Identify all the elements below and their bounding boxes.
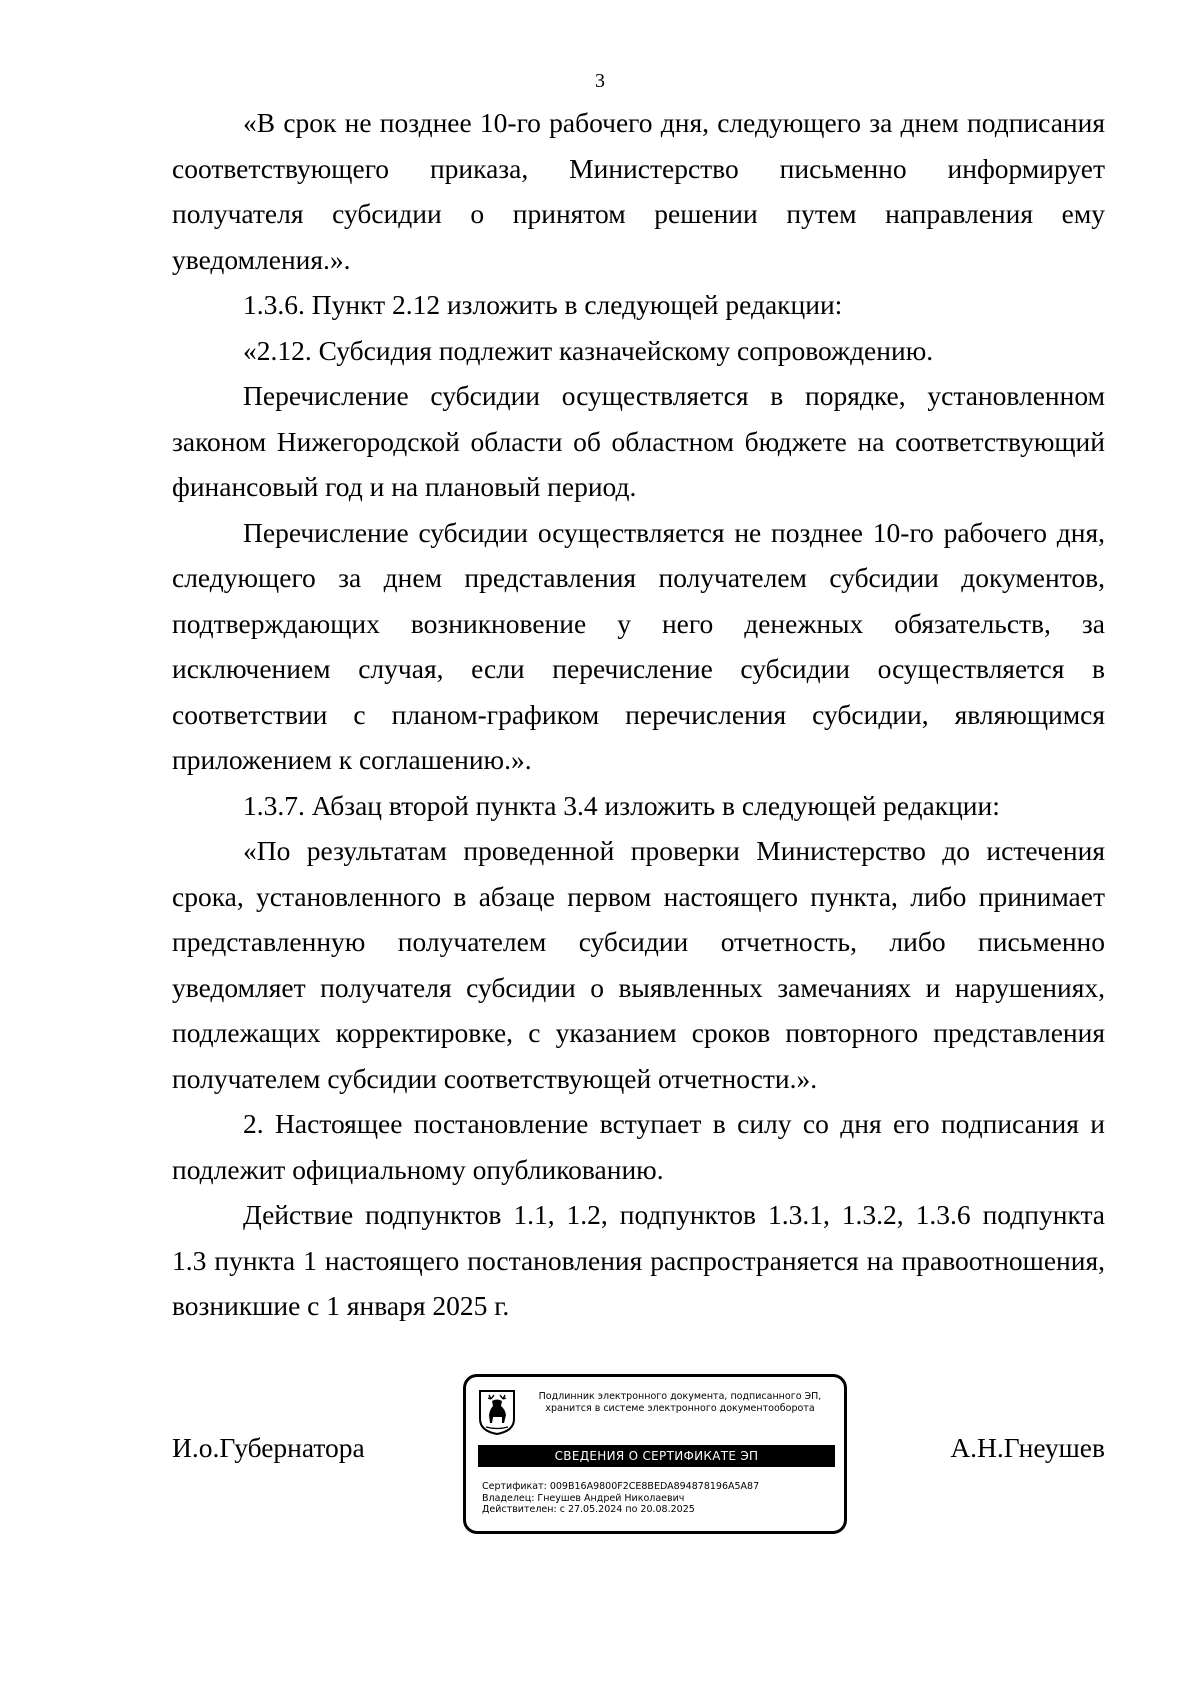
paragraph-inspection-results: «По результатам проведенной проверки Министерство до истечения срока, установленного в абзаце первом настоящего пункта, либо принимает представленную получателем субсидии отчетность, либо письменно уведомляет получателя субсидии о выявленных замечаниях и нарушениях, подлежащих корректировке, с указанием сроков повторного представления получателем субсидии соответствующей отчетности.». (172, 835, 1105, 1094)
stamp-certificate-validity: Действителен: с 27.05.2024 по 20.08.2025 (482, 1504, 695, 1515)
paragraph-entry-into-force: 2. Настоящее постановление вступает в силу со дня его подписания и подлежит официальному опубликованию. (172, 1108, 1105, 1185)
paragraph-quote-deadline: «В срок не позднее 10-го рабочего дня, следующего за днем подписания соответствующего приказа, Министерство письменно информирует получателя субсидии о принятом решении путем направления ему уведомления.». (172, 107, 1105, 275)
document-body (172, 100, 1105, 1329)
paragraph-subsidy-escort: «2.12. Субсидия подлежит казначейскому сопровождению. (243, 334, 934, 366)
paragraph-transfer-order: Перечисление субсидии осуществляется в порядке, установленном законом Нижегородской области об областном бюджете на соответствующий финансовый год и на плановый период. (172, 380, 1105, 502)
paragraph-item-1-3-6: 1.3.6. Пункт 2.12 изложить в следующей редакции: (243, 289, 843, 320)
stamp-certificate-owner: Владелец: Гнеушев Андрей Николаевич (482, 1492, 685, 1504)
paragraph-retroactive-effect: Действие подпунктов 1.1, 1.2, подпунктов 1.3.1, 1.3.2, 1.3.6 подпункта 1.3 пункта 1 настоящего постановления распространяется на правоотношения, возникшие с 1 января 2025 г. (172, 1199, 1105, 1321)
stamp-notice-line-1: Подлинник электронного документа, подписанного ЭП, (538, 1391, 822, 1402)
stamp-certificate-header: СВЕДЕНИЯ О СЕРТИФИКАТЕ ЭП (478, 1445, 835, 1467)
signatory-position: И.о.Губернатора (172, 1432, 365, 1463)
signatory-name: А.Н.Гнеушев (950, 1432, 1105, 1463)
stamp-notice-line-2: хранится в системе электронного документооборота (545, 1403, 815, 1414)
paragraph-transfer-deadline: Перечисление субсидии осуществляется не позднее 10-го рабочего дня, следующего за днем представления получателем субсидии документов, подтверждающих возникновение у него денежных обязательств, за исключением случая, если перечисление субсидии осуществляется в соответствии с планом-графиком перечисления субсидии, являющимся приложением к соглашению.». (172, 516, 1105, 775)
stamp-original-notice (522, 1391, 838, 1415)
stamp-certificate-number: Сертификат: 009B16A9800F2CE8BEDA894878196A5A87 (482, 1481, 760, 1492)
deer-coat-of-arms-icon (478, 1389, 516, 1435)
paragraph-item-1-3-7: 1.3.7. Абзац второй пункта 3.4 изложить в следующей редакции: (243, 789, 1000, 821)
stamp-certificate-details (482, 1481, 838, 1516)
page-number: 3 (595, 70, 605, 92)
electronic-signature-stamp (463, 1374, 847, 1534)
